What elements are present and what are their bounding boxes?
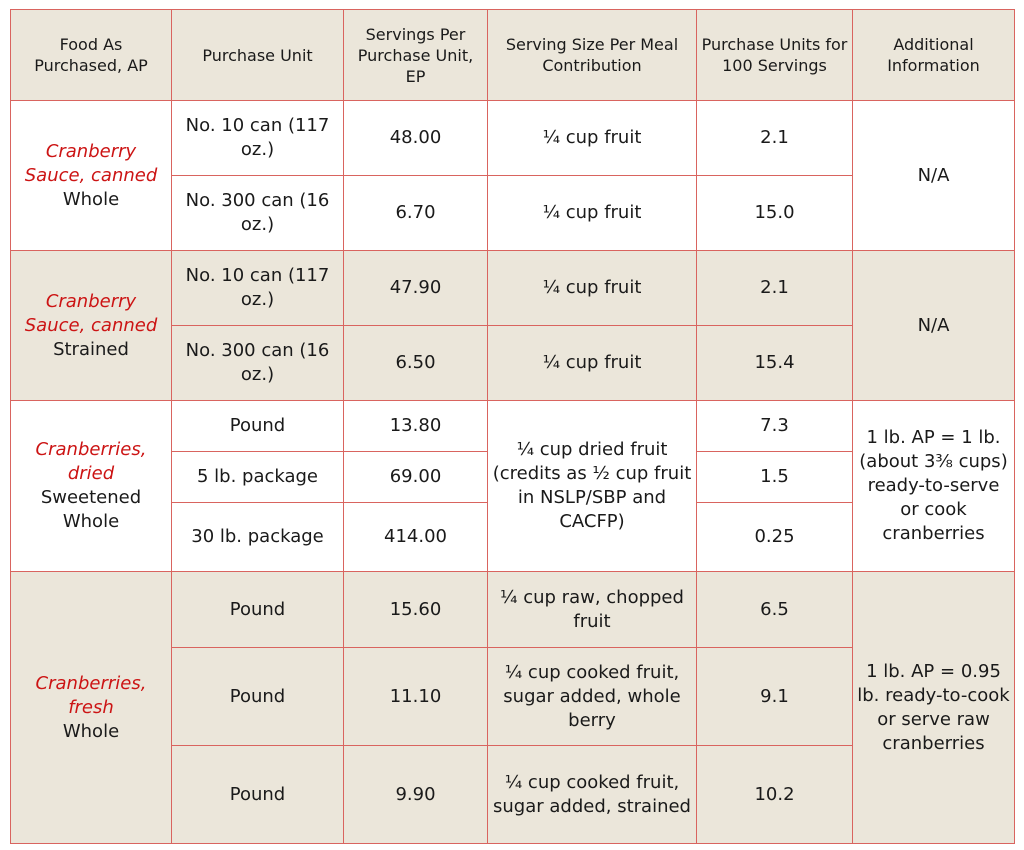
units-100-cell: 15.4	[697, 326, 853, 401]
food-name: Cranberries, fresh	[35, 672, 147, 718]
serving-size-cell: ¼ cup fruit	[488, 101, 697, 176]
purchase-unit-cell: Pound	[172, 401, 344, 452]
servings-cell: 6.70	[344, 176, 488, 251]
table-row	[11, 251, 1015, 326]
purchase-unit-cell: No. 10 can (117 oz.)	[172, 251, 344, 326]
units-100-cell: 6.5	[697, 572, 853, 648]
units-100-cell: 7.3	[697, 401, 853, 452]
table-row	[11, 572, 1015, 648]
servings-cell: 414.00	[344, 503, 488, 572]
servings-cell: 11.10	[344, 648, 488, 746]
units-100-cell: 10.2	[697, 746, 853, 844]
header-food: Food As Purchased, AP	[11, 10, 172, 101]
units-100-cell: 2.1	[697, 251, 853, 326]
header-serving-size: Serving Size Per Meal Contribution	[488, 10, 697, 101]
food-name: Cranberry Sauce, canned	[24, 290, 158, 336]
food-name: Cranberries, dried	[35, 439, 147, 484]
purchase-unit-cell: 30 lb. package	[172, 503, 344, 572]
servings-cell: 47.90	[344, 251, 488, 326]
units-100-cell: 9.1	[697, 648, 853, 746]
food-cell	[11, 101, 172, 251]
cranberry-yield-table	[10, 9, 1015, 844]
serving-size-cell: ¼ cup fruit	[488, 251, 697, 326]
food-form: Sweetened Whole	[40, 487, 142, 532]
additional-info-cell: N/A	[853, 101, 1015, 251]
units-100-cell: 15.0	[697, 176, 853, 251]
servings-cell: 15.60	[344, 572, 488, 648]
header-servings: Servings Per Purchase Unit, EP	[344, 10, 488, 101]
food-cell	[11, 401, 172, 572]
food-form: Whole	[62, 720, 120, 742]
purchase-unit-cell: No. 300 can (16 oz.)	[172, 326, 344, 401]
food-name: Cranberry Sauce, canned	[24, 140, 158, 186]
food-form: Whole	[62, 188, 120, 210]
food-cell	[11, 251, 172, 401]
servings-cell: 48.00	[344, 101, 488, 176]
servings-cell: 6.50	[344, 326, 488, 401]
purchase-unit-cell: No. 300 can (16 oz.)	[172, 176, 344, 251]
servings-cell: 13.80	[344, 401, 488, 452]
header-additional-info: Additional Information	[853, 10, 1015, 101]
purchase-unit-cell: Pound	[172, 648, 344, 746]
purchase-unit-cell: Pound	[172, 746, 344, 844]
additional-info-cell: 1 lb. AP = 0.95 lb. ready-to-cook or serve raw cranberries	[853, 572, 1015, 844]
units-100-cell: 0.25	[697, 503, 853, 572]
serving-size-cell: ¼ cup cooked fruit, sugar added, strained	[488, 746, 697, 844]
purchase-unit-cell: Pound	[172, 572, 344, 648]
additional-info-cell: 1 lb. AP = 1 lb. (about 3⅜ cups) ready-to-serve or cook cranberries	[853, 401, 1015, 572]
additional-info-cell: N/A	[853, 251, 1015, 401]
header-units-100: Purchase Units for 100 Servings	[697, 10, 853, 101]
serving-size-cell: ¼ cup raw, chopped fruit	[488, 572, 697, 648]
serving-size-cell: ¼ cup fruit	[488, 326, 697, 401]
table-row	[11, 101, 1015, 176]
header-purchase-unit: Purchase Unit	[172, 10, 344, 101]
food-form: Strained	[53, 338, 129, 360]
serving-size-cell: ¼ cup dried fruit (credits as ½ cup fruit in NSLP/SBP and CACFP)	[488, 401, 697, 572]
table-row	[11, 401, 1015, 452]
serving-size-cell: ¼ cup cooked fruit, sugar added, whole berry	[488, 648, 697, 746]
serving-size-cell: ¼ cup fruit	[488, 176, 697, 251]
servings-cell: 69.00	[344, 452, 488, 503]
purchase-unit-cell: No. 10 can (117 oz.)	[172, 101, 344, 176]
purchase-unit-cell: 5 lb. package	[172, 452, 344, 503]
food-cell	[11, 572, 172, 844]
units-100-cell: 2.1	[697, 101, 853, 176]
servings-cell: 9.90	[344, 746, 488, 844]
header-row	[11, 10, 1015, 101]
units-100-cell: 1.5	[697, 452, 853, 503]
